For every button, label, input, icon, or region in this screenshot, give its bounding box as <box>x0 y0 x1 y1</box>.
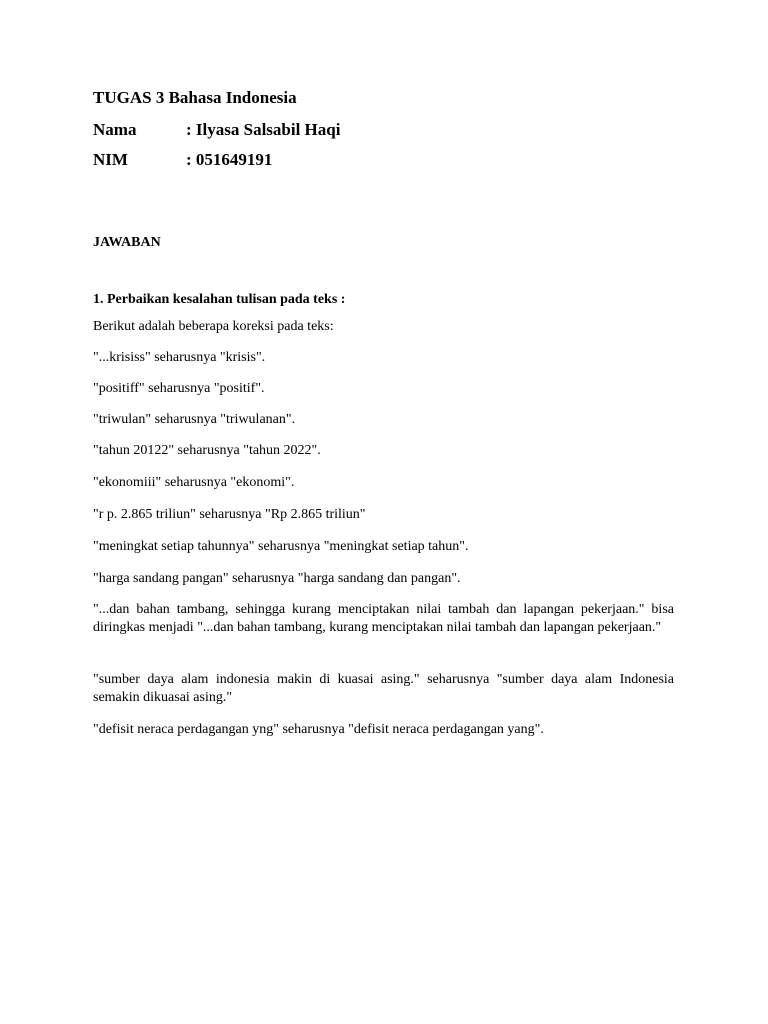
correction-item: "triwulan" seharusnya "triwulanan". <box>93 412 296 427</box>
correction-item: "r p. 2.865 triliun" seharusnya "Rp 2.865 triliun" <box>93 507 366 522</box>
name-row <box>93 120 340 140</box>
correction-item: "harga sandang pangan" seharusnya "harga sandang dan pangan". <box>93 571 461 586</box>
intro-text: Berikut adalah beberapa koreksi pada teks: <box>93 319 334 334</box>
answer-heading: JAWABAN <box>93 235 161 250</box>
correction-item: "positiff" seharusnya "positif". <box>93 381 265 396</box>
correction-item: "ekonomiii" seharusnya "ekonomi". <box>93 475 295 490</box>
correction-item: "...krisiss" seharusnya "krisis". <box>93 350 266 365</box>
name-value: : Ilyasa Salsabil Haqi <box>186 120 341 139</box>
name-label: Nama <box>93 120 137 139</box>
assignment-title: TUGAS 3 Bahasa Indonesia <box>93 88 297 107</box>
correction-item: "...dan bahan tambang, sehingga kurang menciptakan nilai tambah dan lapangan pekerjaan." bisa diringkas menjadi "...dan bahan tambang, kurang menciptakan nilai tambah dan lapangan pekerjaan." <box>93 602 674 635</box>
correction-item: "defisit neraca perdagangan yng" seharusnya "defisit neraca perdagangan yang". <box>93 722 544 737</box>
question-heading: 1. Perbaikan kesalahan tulisan pada teks : <box>93 292 346 307</box>
correction-item: "tahun 20122" seharusnya "tahun 2022". <box>93 443 321 458</box>
correction-item: "sumber daya alam indonesia makin di kuasai asing." seharusnya "sumber daya alam Indonesia semakin dikuasai asing." <box>93 672 674 705</box>
correction-item: "meningkat setiap tahunnya" seharusnya "meningkat setiap tahun". <box>93 539 469 554</box>
nim-row <box>93 150 272 170</box>
nim-value: : 051649191 <box>186 150 273 169</box>
nim-label: NIM <box>93 150 128 169</box>
